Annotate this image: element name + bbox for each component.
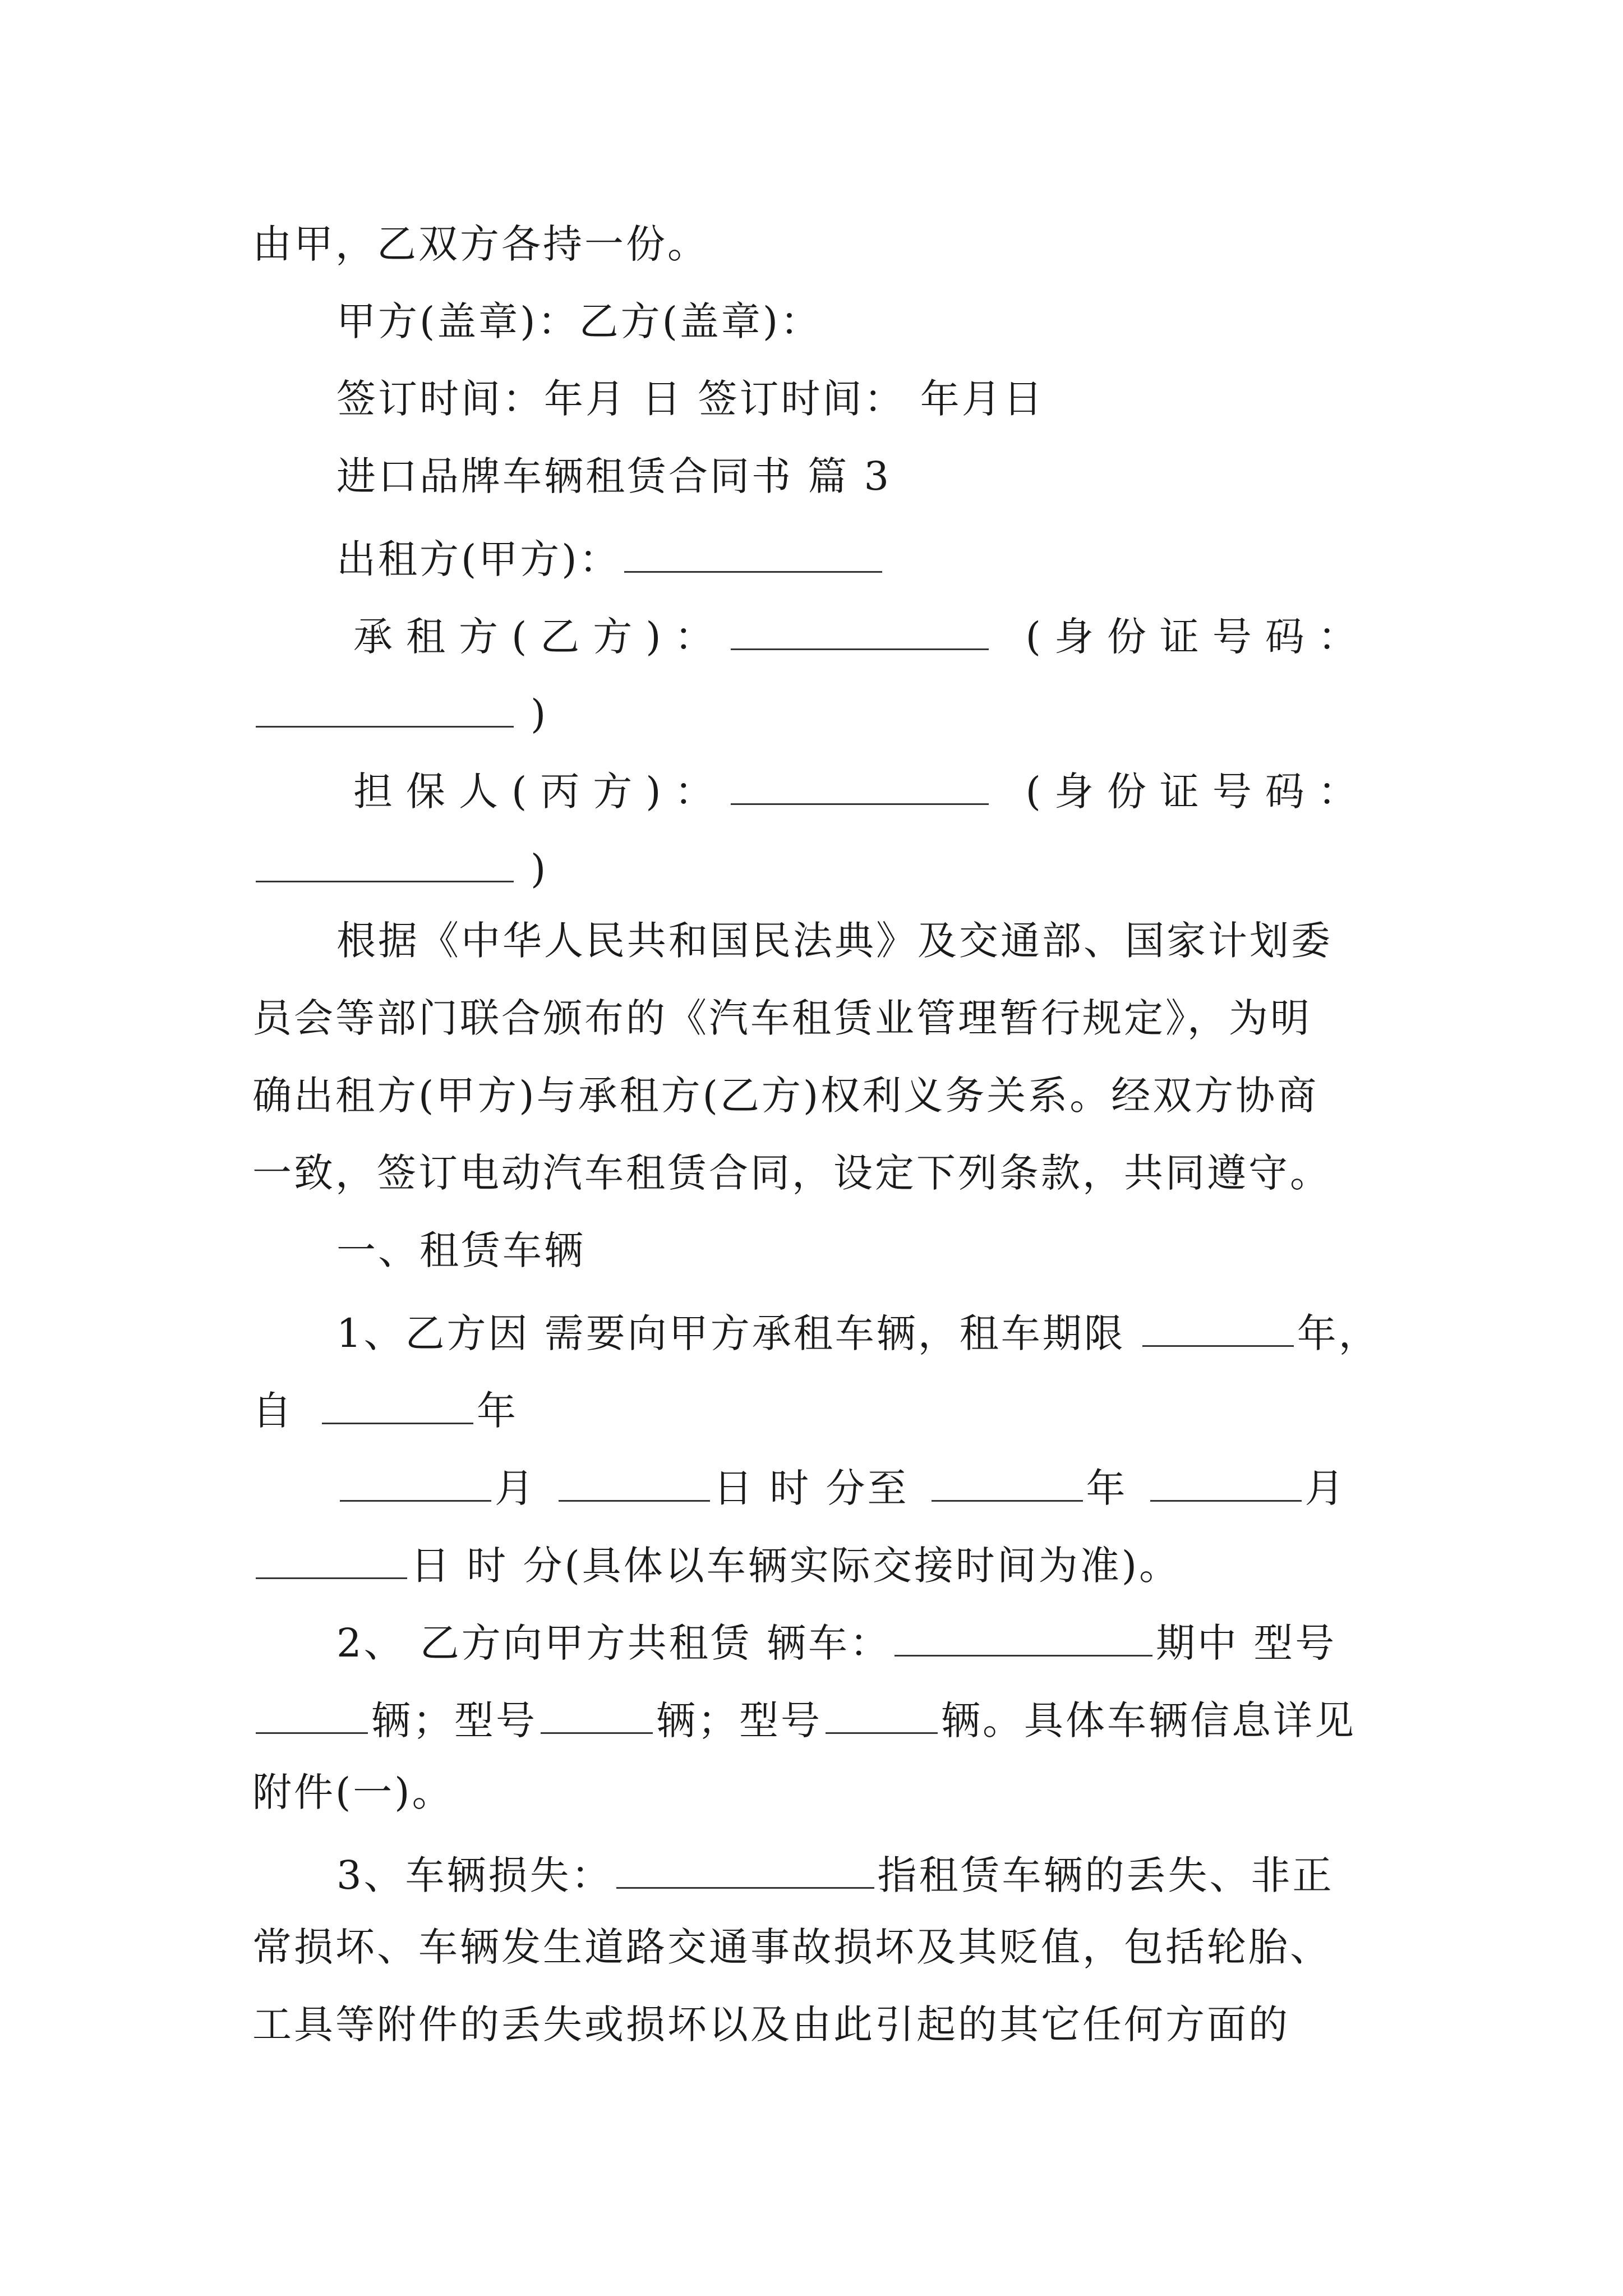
lessee-id-label: (身份证号码： bbox=[1025, 614, 1371, 660]
section-title: 进口品牌车辆租赁合同书 篇 3 bbox=[336, 453, 892, 499]
appendix-line: 附件(一)。 bbox=[252, 1769, 454, 1815]
end-month-blank bbox=[1150, 1463, 1302, 1502]
year-label: 年 bbox=[1086, 1465, 1128, 1511]
start-year-blank bbox=[322, 1386, 473, 1424]
close-paren: ) bbox=[531, 691, 548, 737]
clause-3-line bbox=[336, 1850, 1334, 1898]
sign-date-line: 签订时间：年月 日 签订时间： 年月日 bbox=[336, 376, 1045, 422]
model-label: 期中 型号 bbox=[1156, 1620, 1337, 1666]
model-2-blank bbox=[541, 1695, 653, 1734]
guarantor-line bbox=[353, 766, 1371, 815]
paragraph-line: 常损坏、车辆发生道路交通事故损坏及其贬值，包括轮胎、 bbox=[252, 1924, 1331, 1970]
detail-note: 辆。具体车辆信息详见 bbox=[941, 1697, 1356, 1743]
signature-line: 甲方(盖章)：乙方(盖章)： bbox=[336, 298, 822, 344]
paragraph-line: 员会等部门联合颁布的《汽车租赁业管理暂行规定》，为明 bbox=[252, 995, 1312, 1041]
lessee-label: 承租方(乙方)： bbox=[353, 614, 727, 660]
guarantor-id-blank bbox=[256, 844, 514, 882]
lessee-blank bbox=[731, 611, 989, 650]
month-label: 月 bbox=[495, 1465, 536, 1511]
guarantor-label: 担保人(丙方)： bbox=[353, 769, 727, 815]
clause-1-text: 1、乙方因 需要向甲方承租车辆，租车期限 bbox=[336, 1310, 1126, 1356]
text-line: 由甲，乙双方各持一份。 bbox=[252, 221, 709, 267]
guarantor-id-label: (身份证号码： bbox=[1025, 769, 1371, 815]
lessee-id-blank bbox=[256, 689, 514, 728]
heading-rental-vehicle: 一、租赁车辆 bbox=[336, 1227, 585, 1273]
clause-1-line bbox=[336, 1308, 1380, 1356]
years-blank bbox=[1142, 1308, 1294, 1347]
guarantor-blank bbox=[731, 766, 989, 805]
clause-2-line bbox=[336, 1618, 1337, 1666]
guarantor-id-line bbox=[252, 844, 548, 892]
clause-1-period-line bbox=[336, 1463, 1347, 1511]
lessee-id-line bbox=[252, 689, 548, 737]
lessor-line bbox=[336, 534, 886, 582]
vehicle-loss-blank bbox=[616, 1850, 874, 1889]
clause-2-text: 2、 乙方向甲方共租赁 辆车： bbox=[336, 1620, 892, 1666]
paragraph-line: 一致，签订电动汽车租赁合同，设定下列条款，共同遵守。 bbox=[252, 1150, 1331, 1196]
clause-1-end-line bbox=[252, 1540, 1181, 1589]
end-year-blank bbox=[932, 1463, 1083, 1502]
paragraph-line: 根据《中华人民共和国民法典》及交通部、国家计划委 bbox=[336, 918, 1332, 964]
paragraph-line: 工具等附件的丢失或损坏以及由此引起的其它任何方面的 bbox=[252, 2001, 1290, 2047]
model-label: 辆；型号 bbox=[656, 1697, 822, 1743]
paragraph-line: 确出租方(甲方)与承租方(乙方)权利义务关系。经双方协商 bbox=[252, 1073, 1319, 1119]
vehicle-count-blank bbox=[895, 1618, 1152, 1657]
model-label: 辆；型号 bbox=[371, 1697, 537, 1743]
year-label: 年， bbox=[1297, 1310, 1380, 1356]
time-note: 日 时 分(具体以车辆实际交接时间为准)。 bbox=[411, 1543, 1181, 1589]
start-month-blank bbox=[340, 1463, 491, 1502]
start-day-blank bbox=[559, 1463, 710, 1502]
close-paren: ) bbox=[531, 846, 548, 892]
end-day-blank bbox=[256, 1540, 407, 1579]
clause-3-text: 指租赁车辆的丢失、非正 bbox=[877, 1852, 1334, 1898]
from-label: 自 bbox=[252, 1388, 294, 1434]
model-1-count-blank bbox=[256, 1695, 368, 1734]
lessor-label: 出租方(甲方)： bbox=[336, 536, 621, 582]
lessor-blank bbox=[624, 534, 882, 573]
clause-3-label: 3、车辆损失： bbox=[336, 1852, 613, 1898]
month-label: 月 bbox=[1304, 1465, 1347, 1511]
time-to-label: 日 时 分至 bbox=[713, 1465, 909, 1511]
year-label: 年 bbox=[477, 1388, 518, 1434]
model-3-blank bbox=[826, 1695, 938, 1734]
clause-2-models-line bbox=[252, 1695, 1356, 1743]
clause-1-from-line bbox=[252, 1386, 518, 1434]
lessee-line bbox=[353, 611, 1371, 660]
